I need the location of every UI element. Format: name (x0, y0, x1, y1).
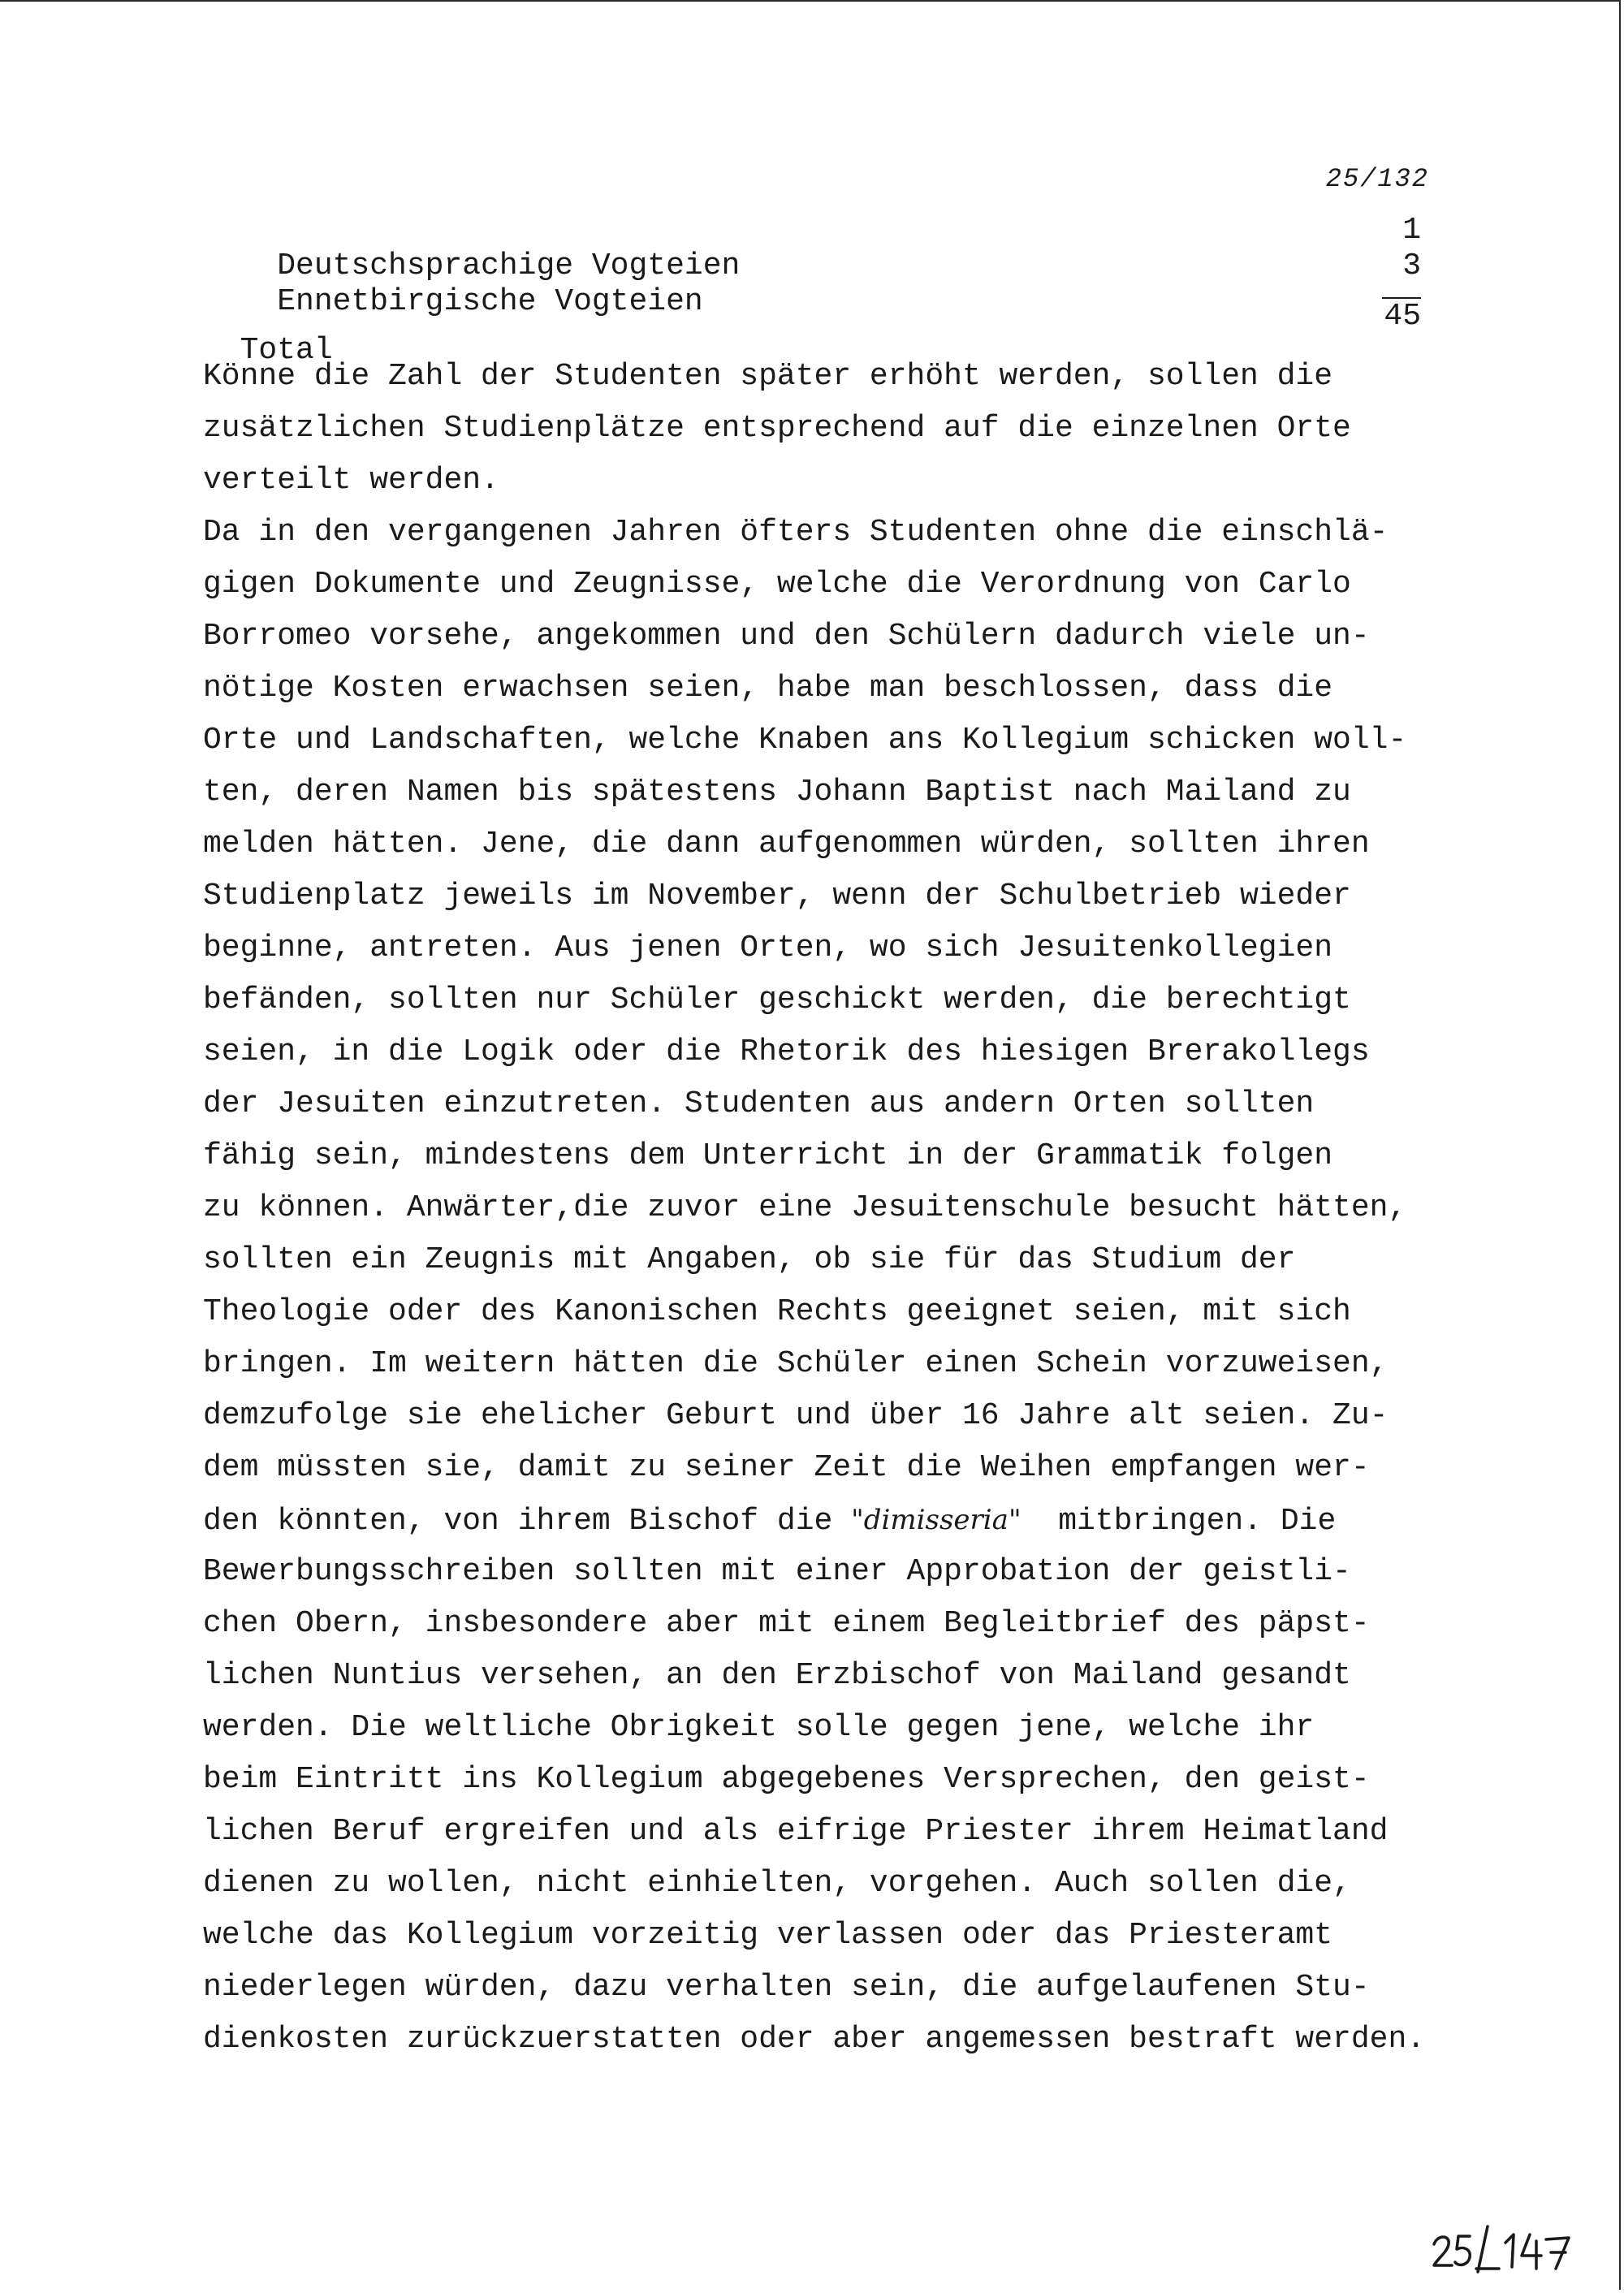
text-line: Bewerbungsschreiben sollten mit einer Approbation der geistli- (203, 1554, 1351, 1589)
total-value: 45 (1384, 299, 1421, 334)
text-line: dienen zu wollen, nicht einhielten, vorgehen. Auch sollen die, (203, 1866, 1351, 1901)
text-line: der Jesuiten einzutreten. Studenten aus andern Orten sollten (203, 1086, 1315, 1121)
text-line: lichen Beruf ergreifen und als eifrige Priester ihrem Heimatland (203, 1814, 1389, 1849)
tally-row-deutschsprachige (203, 213, 1421, 283)
handwritten-mark-drawing (1429, 2210, 1575, 2275)
text-line: Theologie oder des Kanonischen Rechts geeignet seien, mit sich (203, 1294, 1351, 1329)
text-line: Studienplatz jeweils im November, wenn der Schulbetrieb wieder (203, 879, 1351, 913)
total-label: Total (240, 333, 333, 368)
text-line: dem müssten sie, damit zu seiner Zeit die Weihen empfangen wer- (203, 1450, 1370, 1485)
body-text (203, 351, 1535, 2066)
tally-label: Ennetbirgische Vogteien (277, 284, 703, 319)
text-line: melden hätten. Jene, die dann aufgenommen würden, sollten ihren (203, 827, 1370, 861)
text-line: welche das Kollegium vorzeitig verlassen oder das Priesteramt (203, 1918, 1333, 1953)
text-line: nötige Kosten erwachsen seien, habe man beschlossen, dass die (203, 671, 1333, 706)
text-line: dienkosten zurückzuerstatten oder aber angemessen bestraft werden. (203, 2022, 1426, 2057)
text-line: sollten ein Zeugnis mit Angaben, ob sie für das Studium der (203, 1242, 1296, 1277)
tally-value: 1 (1402, 213, 1421, 248)
text-line: gigen Dokumente und Zeugnisse, welche die Verordnung von Carlo (203, 567, 1351, 602)
tally-label: Deutschsprachige Vogteien (277, 248, 741, 283)
handwritten-archive-number (1429, 2210, 1575, 2275)
text-line: verteilt werden. (203, 463, 499, 498)
text-line: lichen Nuntius versehen, an den Erzbischof von Mailand gesandt (203, 1658, 1351, 1693)
text-segment: mitbringen. Die (1021, 1504, 1337, 1539)
text-line: zu können. Anwärter,die zuvor eine Jesuitenschule besucht hätten, (203, 1190, 1407, 1225)
text-line: Da in den vergangenen Jahren öfters Studenten ohne die einschlä- (203, 515, 1389, 550)
text-line: beim Eintritt ins Kollegium abgegebenes Versprechen, den geist- (203, 1762, 1370, 1797)
text-line: seien, in die Logik oder die Rhetorik des hiesigen Brerakollegs (203, 1034, 1370, 1069)
text-line: fähig sein, mindestens dem Unterricht in der Grammatik folgen (203, 1138, 1333, 1173)
text-line: zusätzlichen Studienplätze entsprechend auf die einzelnen Orte (203, 411, 1351, 446)
text-line-dimisseria (203, 1494, 1535, 1546)
text-line: demzufolge sie ehelicher Geburt und über 16 Jahre alt seien. Zu- (203, 1398, 1389, 1433)
text-line: ten, deren Namen bis spätestens Johann Baptist nach Mailand zu (203, 775, 1351, 810)
text-line: chen Obern, insbesondere aber mit einem Begleitbrief des päpst- (203, 1606, 1370, 1641)
page-reference: 25/132 (1325, 164, 1429, 194)
tally-value: 3 (1402, 248, 1421, 283)
text-line: werden. Die weltliche Obrigkeit solle gegen jene, welche ihr (203, 1710, 1315, 1745)
text-line: niederlegen würden, dazu verhalten sein, die aufgelaufenen Stu- (203, 1970, 1370, 2005)
text-line: Könne die Zahl der Studenten später erhöht werden, sollen die (203, 359, 1333, 394)
text-line: bringen. Im weitern hätten die Schüler einen Schein vorzuweisen, (203, 1346, 1389, 1381)
text-line: beginne, antreten. Aus jenen Orten, wo sich Jesuitenkollegien (203, 931, 1333, 965)
italic-term: "dimisseria" (851, 1504, 1021, 1536)
text-line: befänden, sollten nur Schüler geschickt werden, die berechtigt (203, 982, 1351, 1017)
text-segment: den könnten, von ihrem Bischof die (203, 1504, 852, 1539)
text-line: Borromeo vorsehe, angekommen und den Schülern dadurch viele un- (203, 619, 1370, 654)
text-line: Orte und Landschaften, welche Knaben ans Kollegium schicken woll- (203, 723, 1407, 758)
